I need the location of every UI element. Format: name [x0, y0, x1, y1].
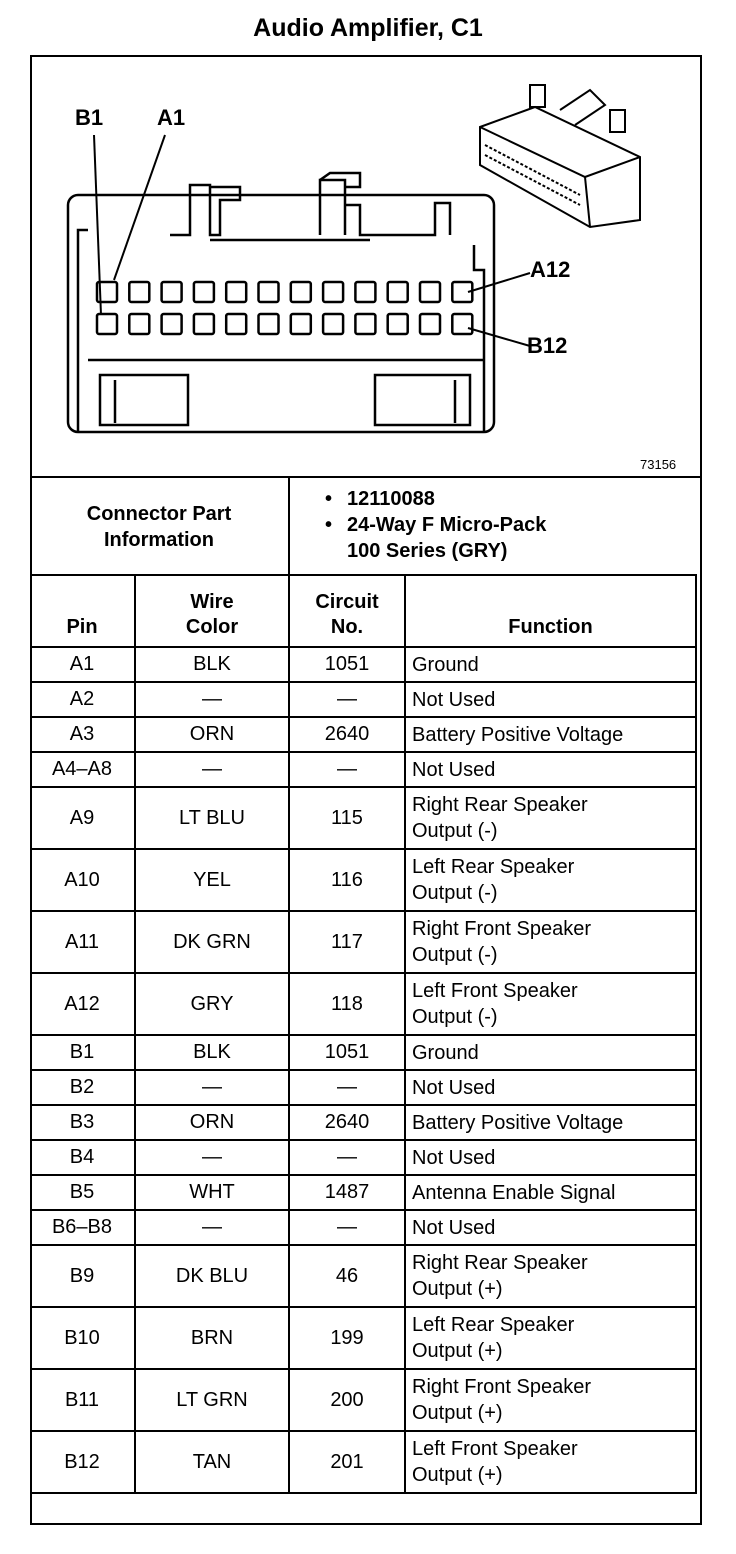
- function-cell: [405, 717, 696, 752]
- pin-cavity: [194, 314, 214, 334]
- header-circuit-no: Circuit No.: [289, 575, 405, 647]
- circuit-cell: 1051: [289, 1035, 405, 1070]
- function-cell: [405, 973, 696, 1035]
- table-row: [30, 973, 696, 1035]
- wire-color-cell: ORN: [135, 1105, 289, 1140]
- connector-3d-view: [480, 85, 640, 227]
- wire-color-cell: TAN: [135, 1431, 289, 1493]
- circuit-cell: 199: [289, 1307, 405, 1369]
- pin-cavity: [291, 282, 311, 302]
- wire-color-cell: —: [135, 1140, 289, 1175]
- circuit-cell: 117: [289, 911, 405, 973]
- label-b12: B12: [527, 333, 568, 358]
- function-line1: Not Used: [412, 1076, 496, 1099]
- wire-color-cell: ORN: [135, 717, 289, 752]
- pin-cavity: [355, 282, 375, 302]
- connector-part-information: [30, 476, 702, 576]
- function-line1: Not Used: [412, 688, 496, 711]
- wire-color-cell: LT BLU: [135, 787, 289, 849]
- pin-cell: A12: [30, 973, 135, 1035]
- function-cell: [405, 1175, 696, 1210]
- function-cell: [405, 1105, 696, 1140]
- function-cell: [405, 682, 696, 717]
- function-cell: [405, 1140, 696, 1175]
- wire-color-cell: —: [135, 752, 289, 787]
- pin-cell: A1: [30, 647, 135, 682]
- table-row: [30, 647, 696, 682]
- pin-cell: A2: [30, 682, 135, 717]
- figure-number: 73156: [640, 457, 677, 472]
- pin-cavity: [259, 314, 279, 334]
- pin-cavity: [194, 282, 214, 302]
- table-row: [30, 717, 696, 752]
- pin-cavity: [129, 282, 149, 302]
- table-row: [30, 1070, 696, 1105]
- wire-color-cell: BLK: [135, 1035, 289, 1070]
- circuit-cell: —: [289, 1070, 405, 1105]
- table-row: [30, 1175, 696, 1210]
- pinout-table: [30, 574, 697, 1494]
- pin-cell: B5: [30, 1175, 135, 1210]
- wire-color-cell: BLK: [135, 647, 289, 682]
- table-row: [30, 1245, 696, 1307]
- function-cell: [405, 1245, 696, 1307]
- table-row: [30, 1210, 696, 1245]
- circuit-cell: —: [289, 1140, 405, 1175]
- function-line2: Output (+): [412, 1464, 503, 1486]
- wire-color-cell: DK BLU: [135, 1245, 289, 1307]
- pin-cell: B3: [30, 1105, 135, 1140]
- pin-cavity: [226, 314, 246, 334]
- pin-cell: B12: [30, 1431, 135, 1493]
- pin-cell: B11: [30, 1369, 135, 1431]
- wire-color-cell: GRY: [135, 973, 289, 1035]
- table-row: [30, 1140, 696, 1175]
- connector-info-label: [30, 478, 290, 576]
- function-line1: Not Used: [412, 1216, 496, 1239]
- circuit-cell: —: [289, 682, 405, 717]
- function-line2: Output (+): [412, 1278, 503, 1300]
- pin-cavity: [420, 314, 440, 334]
- function-cell: [405, 1307, 696, 1369]
- pin-cell: A3: [30, 717, 135, 752]
- function-line1: Left Rear Speaker: [412, 1314, 575, 1336]
- function-cell: [405, 1210, 696, 1245]
- circuit-cell: 46: [289, 1245, 405, 1307]
- part-number: • 12110088: [325, 486, 546, 512]
- header-pin: Pin: [30, 575, 135, 647]
- header-function: Function: [405, 575, 696, 647]
- function-line2: Output (-): [412, 882, 498, 904]
- pin-cell: A9: [30, 787, 135, 849]
- pin-cell: A10: [30, 849, 135, 911]
- circuit-cell: —: [289, 1210, 405, 1245]
- pin-cell: A11: [30, 911, 135, 973]
- function-line1: Ground: [412, 1041, 479, 1064]
- function-cell: [405, 1369, 696, 1431]
- function-line1: Ground: [412, 653, 479, 676]
- wire-color-cell: —: [135, 1210, 289, 1245]
- wire-color-cell: LT GRN: [135, 1369, 289, 1431]
- function-line1: Right Front Speaker: [412, 918, 591, 940]
- wire-color-cell: DK GRN: [135, 911, 289, 973]
- function-cell: [405, 849, 696, 911]
- function-line2: Output (+): [412, 1340, 503, 1362]
- function-cell: [405, 911, 696, 973]
- table-header: [30, 575, 696, 647]
- wire-color-cell: YEL: [135, 849, 289, 911]
- pin-cell: B4: [30, 1140, 135, 1175]
- function-line1: Left Rear Speaker: [412, 856, 575, 878]
- table-row: [30, 787, 696, 849]
- circuit-cell: 1487: [289, 1175, 405, 1210]
- page-title: Audio Amplifier, C1: [253, 14, 483, 42]
- function-cell: [405, 787, 696, 849]
- function-line1: Antenna Enable Signal: [412, 1181, 616, 1204]
- table-row: [30, 682, 696, 717]
- table-row: [30, 1035, 696, 1070]
- wire-color-cell: BRN: [135, 1307, 289, 1369]
- circuit-cell: 2640: [289, 1105, 405, 1140]
- function-line1: Not Used: [412, 758, 496, 781]
- wire-color-cell: —: [135, 1070, 289, 1105]
- pin-cavity: [97, 314, 117, 334]
- pin-cell: A4–A8: [30, 752, 135, 787]
- pin-cavity: [323, 282, 343, 302]
- connector-series: 100 Series (GRY): [347, 540, 508, 562]
- function-line1: Right Front Speaker: [412, 1376, 591, 1398]
- function-cell: [405, 647, 696, 682]
- function-cell: [405, 1070, 696, 1105]
- wire-color-cell: —: [135, 682, 289, 717]
- wire-color-cell: WHT: [135, 1175, 289, 1210]
- function-line2: Output (+): [412, 1402, 503, 1424]
- pin-cell: B10: [30, 1307, 135, 1369]
- info-label-line2: Information: [104, 529, 214, 551]
- function-line1: Battery Positive Voltage: [412, 1111, 624, 1134]
- pin-cell: B1: [30, 1035, 135, 1070]
- info-label-line1: Connector Part: [86, 503, 232, 525]
- table-row: [30, 849, 696, 911]
- header-wire-color: Wire Color: [135, 575, 289, 647]
- pin-cavity: [259, 282, 279, 302]
- function-line1: Right Rear Speaker: [412, 794, 588, 816]
- function-line2: Output (-): [412, 1006, 498, 1028]
- function-line2: Output (-): [412, 820, 498, 842]
- pin-cavity: [162, 282, 182, 302]
- function-line1: Left Front Speaker: [412, 1438, 578, 1460]
- circuit-cell: 1051: [289, 647, 405, 682]
- pin-cavity: [129, 314, 149, 334]
- circuit-cell: 2640: [289, 717, 405, 752]
- pin-cell: B9: [30, 1245, 135, 1307]
- connector-diagram: [30, 55, 702, 475]
- table-row: [30, 1431, 696, 1493]
- circuit-cell: 200: [289, 1369, 405, 1431]
- function-line1: Not Used: [412, 1146, 496, 1169]
- pin-cavity: [420, 282, 440, 302]
- label-a1: A1: [157, 105, 186, 130]
- pin-cavity: [388, 314, 408, 334]
- table-row: [30, 1369, 696, 1431]
- function-cell: [405, 1431, 696, 1493]
- pin-cell: B6–B8: [30, 1210, 135, 1245]
- pin-cavity: [323, 314, 343, 334]
- function-line1: Left Front Speaker: [412, 980, 578, 1002]
- pin-cavity: [388, 282, 408, 302]
- pin-cavity: [452, 314, 472, 334]
- table-row: [30, 911, 696, 973]
- circuit-cell: 116: [289, 849, 405, 911]
- function-line2: Output (-): [412, 944, 498, 966]
- label-a12: A12: [530, 257, 571, 282]
- circuit-cell: 201: [289, 1431, 405, 1493]
- label-b1: B1: [75, 105, 104, 130]
- function-line1: Right Rear Speaker: [412, 1252, 588, 1274]
- pin-cavity: [355, 314, 375, 334]
- connector-info-list: [325, 486, 546, 564]
- function-cell: [405, 1035, 696, 1070]
- pin-cavity: [162, 314, 182, 334]
- pin-cell: B2: [30, 1070, 135, 1105]
- circuit-cell: —: [289, 752, 405, 787]
- function-cell: [405, 752, 696, 787]
- table-row: [30, 752, 696, 787]
- pin-cavity: [291, 314, 311, 334]
- connector-type: • 24-Way F Micro-Pack: [325, 512, 546, 538]
- circuit-cell: 115: [289, 787, 405, 849]
- table-row: [30, 1307, 696, 1369]
- function-line1: Battery Positive Voltage: [412, 723, 624, 746]
- circuit-cell: 118: [289, 973, 405, 1035]
- table-row: [30, 1105, 696, 1140]
- pin-cavity: [226, 282, 246, 302]
- pin-cavities: [97, 282, 472, 334]
